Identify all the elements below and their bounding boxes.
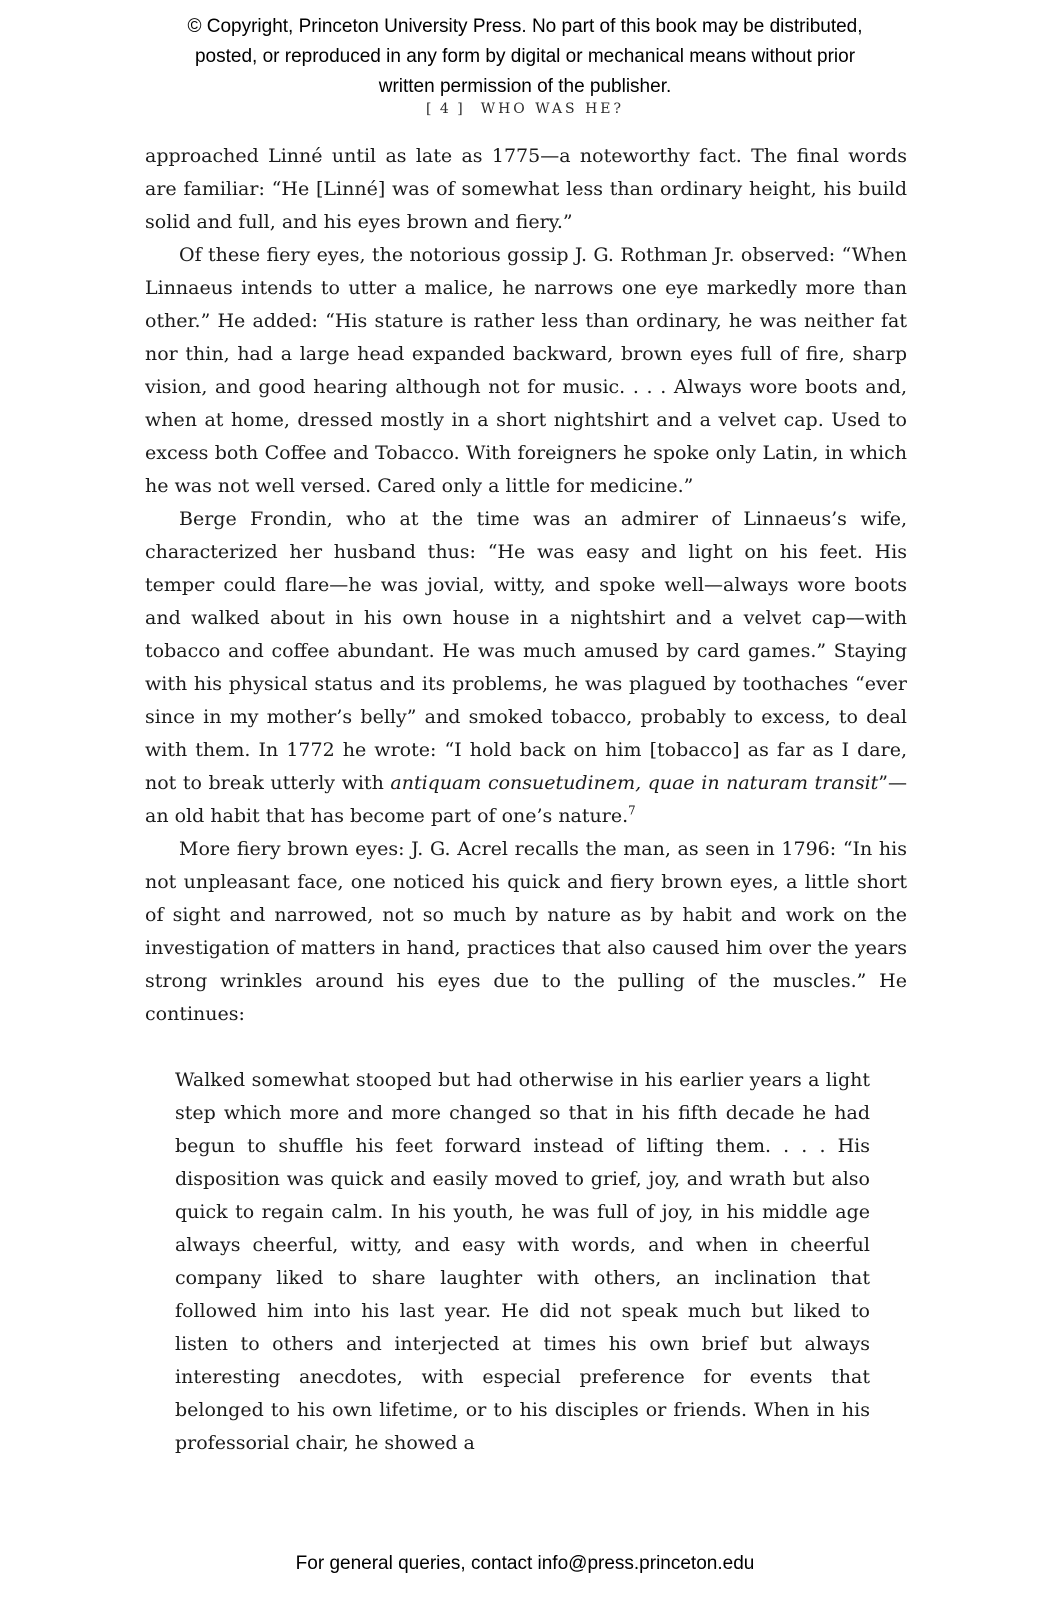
paragraph-continuation: approached Linné until as late as 1775—a noteworthy fact. The final words are familiar: “He [Linné] was of somewhat less than ordinary height, his build solid and full, and his eyes brown and fiery.”	[145, 145, 907, 233]
copyright-notice: © Copyright, Princeton University Press. No part of this book may be distributed, posted, or reproduced in any form by digital or mechanical means without prior written permission of the publisher.	[187, 16, 863, 97]
latin-phrase-italic: antiquam consuetudinem, quae in naturam transit	[390, 772, 879, 794]
page-number: [ 4 ]	[425, 101, 465, 117]
running-title: WHO WAS HE?	[480, 101, 625, 117]
paragraph: More fiery brown eyes: J. G. Acrel recalls the man, as seen in 1796: “In his not unpleasant face, one noticed his quick and fiery brown eyes, a little short of sight and narrowed, not so much by nature as by habit and work on the investigation of matters in hand, practices that also caused him over the years strong wrinkles around his eyes due to the pulling of the muscles.” He continues:	[145, 838, 907, 1025]
block-quote: Walked somewhat stooped but had otherwise in his earlier years a light step which more and more changed so that in his fifth decade he had begun to shuffle his feet forward instead of lifting them. . . . His disposition was quick and easily moved to grief, joy, and wrath but also quick to regain calm. In his youth, he was full of joy, in his middle age always cheerful, witty, and easy with words, and when in cheerful company liked to share laughter with others, an inclination that followed him into his last year. He did not speak much but liked to listen to others and interjected at times his own brief but always interesting anecdotes, with especial preference for events that belonged to his own lifetime, or to his disciples or friends. When in his professorial chair, he showed a	[175, 1069, 870, 1454]
body-text	[145, 140, 907, 1460]
paragraph	[145, 503, 907, 833]
running-head	[0, 101, 1050, 117]
footnote-reference: 7	[628, 803, 636, 818]
paragraph: Of these fiery eyes, the notorious gossip J. G. Rothman Jr. observed: “When Linnaeus intends to utter a malice, he narrows one eye markedly more than other.” He added: “His stature is rather less than ordinary, he was neither fat nor thin, had a large head expanded backward, brown eyes full of fire, sharp vision, and good hearing although not for music. . . . Always wore boots and, when at home, dressed mostly in a short nightshirt and a velvet cap. Used to excess both Coffee and Tobacco. With foreigners he spoke only Latin, in which he was not well versed. Cared only a little for medicine.”	[145, 244, 907, 497]
paragraph-text: ”—an old habit that has become part of one’s nature.	[145, 772, 907, 827]
paragraph-text: Berge Frondin, who at the time was an admirer of Linnaeus’s wife, characterized her husband thus: “He was easy and light on his feet. His temper could flare—he was jovial, witty, and spoke well—always wore boots and walked about in his own house in a nightshirt and a velvet cap—with tobacco and coffee abundant. He was much amused by card games.” Staying with his physical status and its problems, he was plagued by toothaches “ever since in my mother’s belly” and smoked tobacco, probably to excess, to deal with them. In 1772 he wrote: “I hold back on him [tobacco] as far as I dare, not to break utterly with	[145, 508, 907, 794]
queries-contact-line: For general queries, contact info@press.princeton.edu	[295, 1553, 755, 1574]
